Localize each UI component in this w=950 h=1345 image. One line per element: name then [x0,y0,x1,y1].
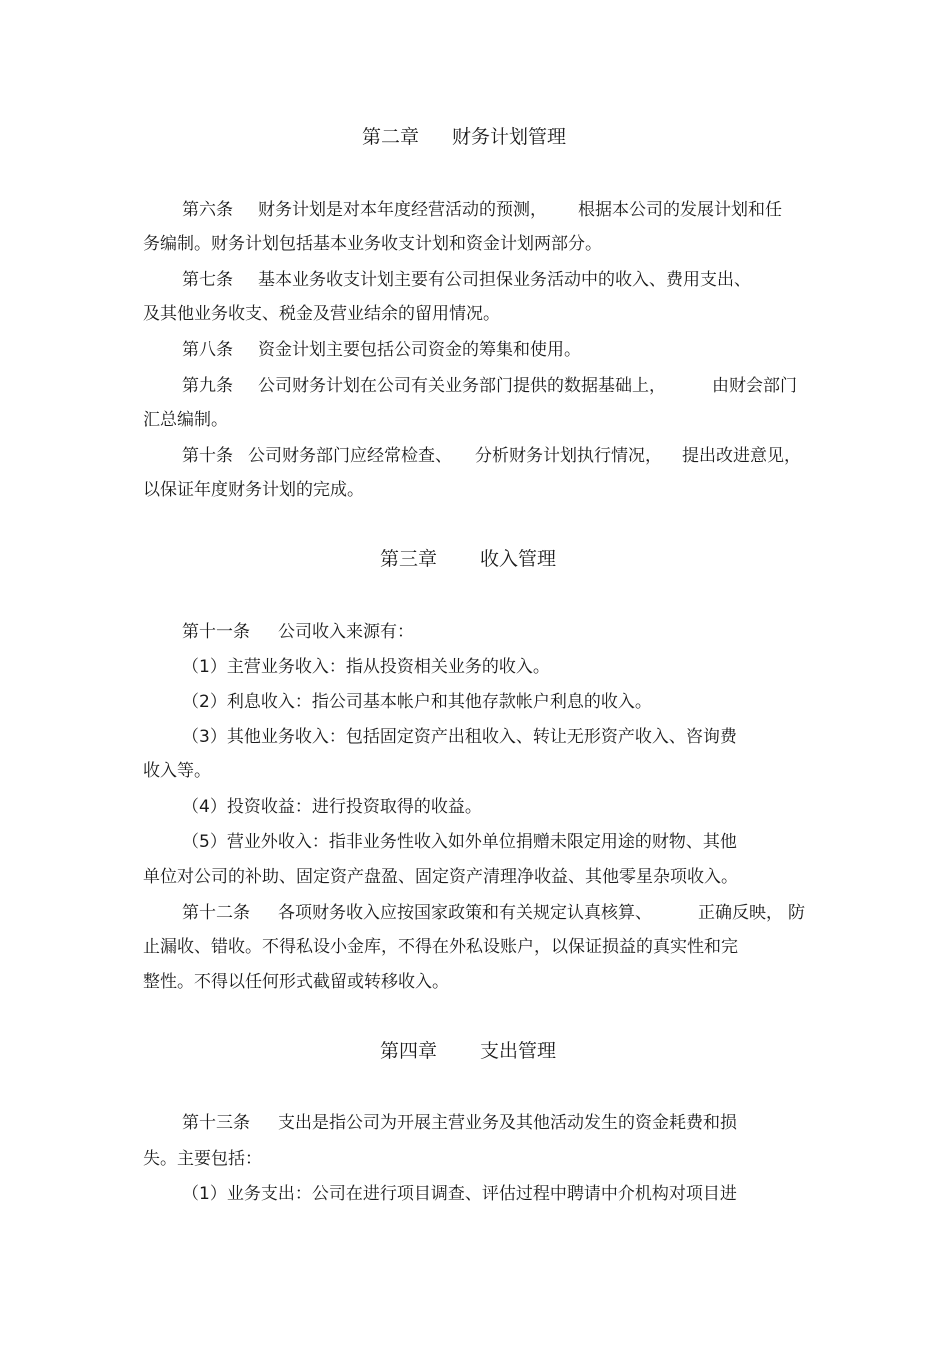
article-text: 以保证年度财务计划的完成。 [143,480,364,500]
article-8-line-1 [0,338,950,362]
list-item-5 [0,830,950,854]
chapter-number: 第三章 [380,548,438,570]
article-text: 务编制。财务计划包括基本业务收支计划和资金计划两部分。 [143,234,602,254]
list-item-text: （5）营业外收入：指非业务性收入如外单位捐赠未限定用途的财物、其他 [182,832,737,852]
article-text: 正确反映， [698,903,783,923]
article-text: 公司收入来源有： [278,622,414,642]
article-text: 财务计划是对本年度经营活动的预测， [258,200,547,220]
article-12-line-1 [0,901,950,925]
list-item-1 [0,655,950,679]
article-label: 第九条 [182,376,233,396]
article-12-line-2 [0,935,950,959]
article-7-line-2 [0,302,950,326]
article-9-line-2 [0,408,950,432]
chapter-heading-4 [0,1039,950,1063]
chapter-heading-2 [0,125,950,149]
article-text: 由财会部门 [712,376,797,396]
list-item-text: （3）其他业务收入：包括固定资产出租收入、转让无形资产收入、咨询费 [182,727,737,747]
article-text: 各项财务收入应按国家政策和有关规定认真核算、 [278,903,652,923]
list-item-4 [0,795,950,819]
article-text: 提出改进意见， [682,446,801,466]
article-13-line-2 [0,1147,950,1171]
list-item-2 [0,690,950,714]
chapter-title: 支出管理 [480,1040,557,1062]
article-7-line-1 [0,268,950,292]
article-text: 根据本公司的发展计划和任 [578,200,782,220]
article-label: 第六条 [182,200,233,220]
list-item-3-cont [0,759,950,783]
article-11-line-1 [0,620,950,644]
chapter-number: 第二章 [362,126,420,148]
article-text: 防 [788,903,805,923]
list-item-text: （2）利息收入：指公司基本帐户和其他存款帐户利息的收入。 [182,692,652,712]
article-text: 分析财务计划执行情况， [475,446,662,466]
article-label: 第十二条 [182,903,250,923]
article-10-line-2 [0,478,950,502]
article-text: 基本业务收支计划主要有公司担保业务活动中的收入、费用支出、 [258,270,751,290]
list-item-text: （1）主营业务收入：指从投资相关业务的收入。 [182,657,550,677]
list-item-5-cont [0,865,950,889]
list-item-text: （4）投资收益：进行投资取得的收益。 [182,797,482,817]
article-text: 公司财务部门应经常检查、 [248,446,452,466]
list-item-3 [0,725,950,749]
article-13-line-1 [0,1111,950,1135]
chapter-title: 收入管理 [480,548,557,570]
list-item-text: 单位对公司的补助、固定资产盘盈、固定资产清理净收益、其他零星杂项收入。 [143,867,738,887]
chapter-number: 第四章 [380,1040,438,1062]
article-9-line-1 [0,374,950,398]
article-label: 第七条 [182,270,233,290]
article-label: 第十条 [182,446,233,466]
article-6-line-2 [0,232,950,256]
article-text: 资金计划主要包括公司资金的筹集和使用。 [258,340,581,360]
article-text: 整性。不得以任何形式截留或转移收入。 [143,972,449,992]
article-text: 公司财务计划在公司有关业务部门提供的数据基础上， [258,376,666,396]
article-text: 失。主要包括： [143,1149,262,1169]
article-text: 止漏收、错收。不得私设小金库，不得在外私设账户，以保证损益的真实性和完 [143,937,738,957]
article-6-line-1 [0,198,950,222]
article-13-line-3 [0,1182,950,1206]
article-label: 第十一条 [182,622,250,642]
article-text: 及其他业务收支、税金及营业结余的留用情况。 [143,304,500,324]
article-10-line-1 [0,444,950,468]
chapter-title: 财务计划管理 [452,126,567,148]
article-text: 汇总编制。 [143,410,228,430]
article-text: （1）业务支出：公司在进行项目调查、评估过程中聘请中介机构对项目进 [182,1184,737,1204]
article-label: 第八条 [182,340,233,360]
article-12-line-3 [0,970,950,994]
article-label: 第十三条 [182,1113,250,1133]
list-item-text: 收入等。 [143,761,211,781]
chapter-heading-3 [0,547,950,571]
article-text: 支出是指公司为开展主营业务及其他活动发生的资金耗费和损 [278,1113,737,1133]
